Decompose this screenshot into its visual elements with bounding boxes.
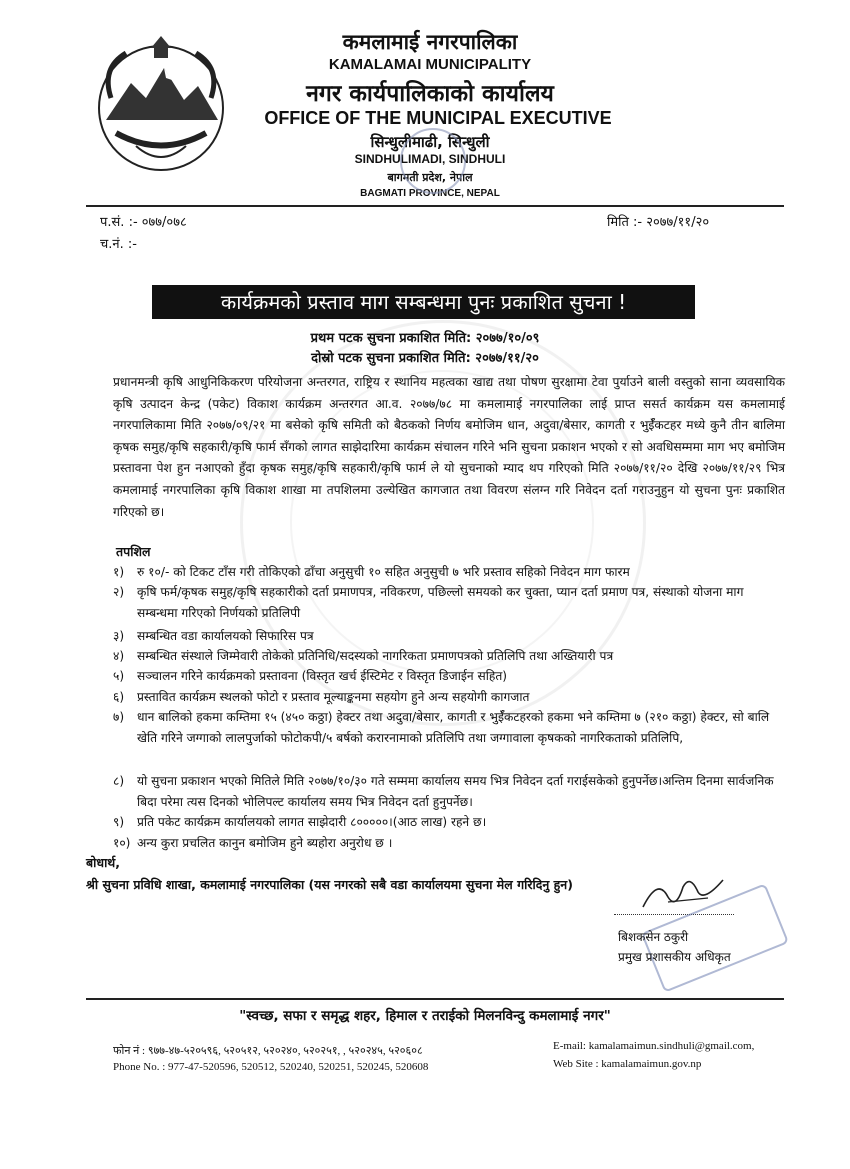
website: Web Site : kamalamaimun.gov.np (553, 1058, 702, 1070)
list-item-text: यो सुचना प्रकाशन भएको मितिले मिति २०७७/१०/३० गते सम्ममा कार्यालय समय भित्र निवेदन दर्ता गराईसकेको हुनुपर्नेछ।अन्तिम दिनमा सार्वजनिक बिदा परेमा त्यस दिनको भोलिपल्ट कार्यालय समय भित्र निवेदन दर्ता हुनुपर्नेछ। (137, 774, 774, 809)
list-item-text: सम्बन्धित संस्थाले जिम्मेवारी तोकेको प्रतिनिधि/सदस्यको नागरिकता प्रमाणपत्रको प्रतिलिपि तथा अख्तियारी पत्र (137, 649, 614, 663)
footer-divider (86, 998, 784, 1000)
office-name-en: OFFICE OF THE MUNICIPAL EXECUTIVE (264, 108, 612, 128)
dispatch-number: च.नं. :- (100, 237, 137, 252)
province-np: बागमती प्रदेश, नेपाल (387, 171, 473, 184)
municipality-slogan: "स्वच्छ, सफा र समृद्ध शहर, हिमाल र तराईको मिलनविन्दु कमलामाई नगर" (239, 1008, 611, 1024)
office-name-np: नगर कार्यपालिकाको कार्यालय (306, 81, 554, 107)
list-item-number: ६) (113, 690, 125, 704)
list-item-text: सम्बन्धित वडा कार्यालयको सिफारिस पत्र (137, 629, 314, 643)
province-en: BAGMATI PROVINCE, NEPAL (360, 188, 500, 199)
list-item-number: १०) (113, 836, 131, 850)
office-stamp (400, 128, 466, 194)
municipality-name-en: KAMALAMAI MUNICIPALITY (328, 56, 532, 73)
list-item-number: १) (113, 565, 125, 579)
list-item-number: ३) (113, 629, 125, 643)
list-item-text: प्रस्तावित कार्यक्रम स्थलको फोटो र प्रस्ताव मूल्याङ्कनमा सहयोग हुने अन्य सहयोगी कागजात (137, 690, 530, 704)
phone-en: Phone No. : 977-47-520596, 520512, 520240, 520251, 520245, 520608 (113, 1061, 429, 1073)
second-published-date: दोस्रो पटक सुचना प्रकाशित मिति: २०७७/११/२० (311, 351, 539, 366)
phone-np: फोन नं : ९७७-४७-५२०५९६, ५२०५१२, ५२०२४०, ५२०२५१, , ५२०२४५, ५२०६०८ (113, 1045, 423, 1057)
list-item-text: प्रति पकेट कार्यक्रम कार्यालयको लागत साझेदारी ८०००००।(आठ लाख) रहने छ। (137, 815, 487, 829)
signatory-name: बिशकसेन ठकुरी (618, 930, 689, 944)
list-item-text: अन्य कुरा प्रचलित कानुन बमोजिम हुने ब्यहोरा अनुरोध छ । (137, 836, 393, 850)
list-item-number: ८) (113, 774, 125, 788)
letter-date: मिति :- २०७७/११/२० (607, 215, 710, 230)
first-published-date: प्रथम पटक सुचना प्रकाशित मिति: २०७७/१०/०९ (310, 331, 540, 346)
notice-body: प्रधानमन्त्री कृषि आधुनिकिकरण परियोजना अन्तरगत, राष्ट्रिय र स्थानिय महत्वका खाद्य तथा पोषण सुरक्षामा टेवा पुर्याउने बाली वस्तुको साना व्यवसायिक कृषि उत्पादन केन्द्र (पकेट) विकाश कार्यक्रम अन्तरगत आ.व. २०७७/७८ मा कमलामाई नगरपालिका लाई प्राप्त ससर्त कार्यक्रम यस कमलामाई नगरपालिकामा मिति २०७७/०९/२१ मा बसेको कृषि समिती को बैठकको निर्णय बमोजिम धान, अदुवा/बेसार, कागती र भुईँकटहर मध्ये कुनै तीन बालिमा कृषक समुह/कृषि सहकारी/कृषि फार्म सँगको लागत साझेदारिमा कार्यक्रम संचालन गरिने भनि सुचना प्रकाशन भएको र सो अवधिसम्ममा माग भए बमोजिम प्रस्तावना पेश हुन नआएको हुँदा कृषक समुह/कृषि सहकारी/कृषि फार्म ले यो सुचनाको म्याद थप गरिएको मिति २०७७/११/२० देखि २०७७/११/२९ भित्र कमलामाई नगरपालिका कृषि विकाश शाखा मा तपशिलमा उल्येखित कागजात तथा विवरण संलग्न गरि निवेदन दर्ता गराउनुहुन यो सुचना पुनः प्रकाशित गरिएको छ। (113, 375, 785, 519)
list-item-number: ७) (113, 710, 125, 724)
address-en: SINDHULIMADI, SINDHULI (354, 152, 506, 166)
list-item-number: ५) (113, 669, 125, 683)
municipality-name-np: कमलामाई नगरपालिका (342, 30, 518, 54)
notice-title: कार्यक्रमको प्रस्ताव माग सम्बन्धमा पुनः प्रकाशित सुचना ! (152, 285, 695, 319)
signatory-post: प्रमुख प्रशासकीय अधिकृत (618, 950, 731, 964)
list-item-text: कृषि फर्म/कृषक समुह/कृषि सहकारीको दर्ता प्रमाणपत्र, नविकरण, पछिल्लो समयको कर चुक्ता, प्यान दर्ता प्रमाण पत्र, संस्थाको योजना माग सम्बन्धमा गरिएको निर्णयको प्रतिलिपी (137, 585, 744, 620)
email-address: E-mail: kamalamaimun.sindhuli@gmail.com, (553, 1040, 755, 1052)
header-divider (86, 205, 784, 207)
list-item-text: सञ्चालन गरिने कार्यक्रमको प्रस्तावना (विस्तृत खर्च ईस्टिमेट र विस्तृत डिजाईन सहित) (137, 669, 508, 683)
reference-number: प.सं. :- ०७७/०७८ (100, 215, 187, 230)
nepal-emblem-logo (86, 28, 236, 178)
list-item-text: धान बालिको हकमा कम्तिमा १५ (४५० कठ्ठा) हेक्टर तथा अदुवा/बेसार, कागती र भुईँकटहरको हकमा भने कम्तिमा ७ (२१० कठ्ठा) हेक्टर, सो बालि खेति गरिने जग्गाको लालपुर्जाको फोटोकपी/५ बर्षको करारनामाको प्रतिलिपि तथा जग्गावाला कृषकको नागरिकताको प्रतिलिपि, (137, 710, 770, 745)
list-item-number: ४) (113, 649, 125, 663)
list-item-number: ९) (113, 815, 125, 829)
list-item-number: २) (113, 585, 125, 599)
address-np: सिन्धुलीमाढी, सिन्धुली (370, 133, 490, 151)
list-heading: तपशिल (116, 544, 151, 559)
cc-heading: बोधार्थ, (86, 855, 121, 870)
cc-recipient: श्री सुचना प्रविधि शाखा, कमलामाई नगरपालिका (यस नगरको सबै वडा कार्यालयमा सुचना मेल गरिदिनु हुन) (86, 877, 573, 892)
list-item-text: रु १०/- को टिकट टाँस गरी तोकिएको ढाँचा अनुसुची १० सहित अनुसुची ७ भरि प्रस्ताव सहिको निवेदन माग फारम (137, 565, 630, 579)
